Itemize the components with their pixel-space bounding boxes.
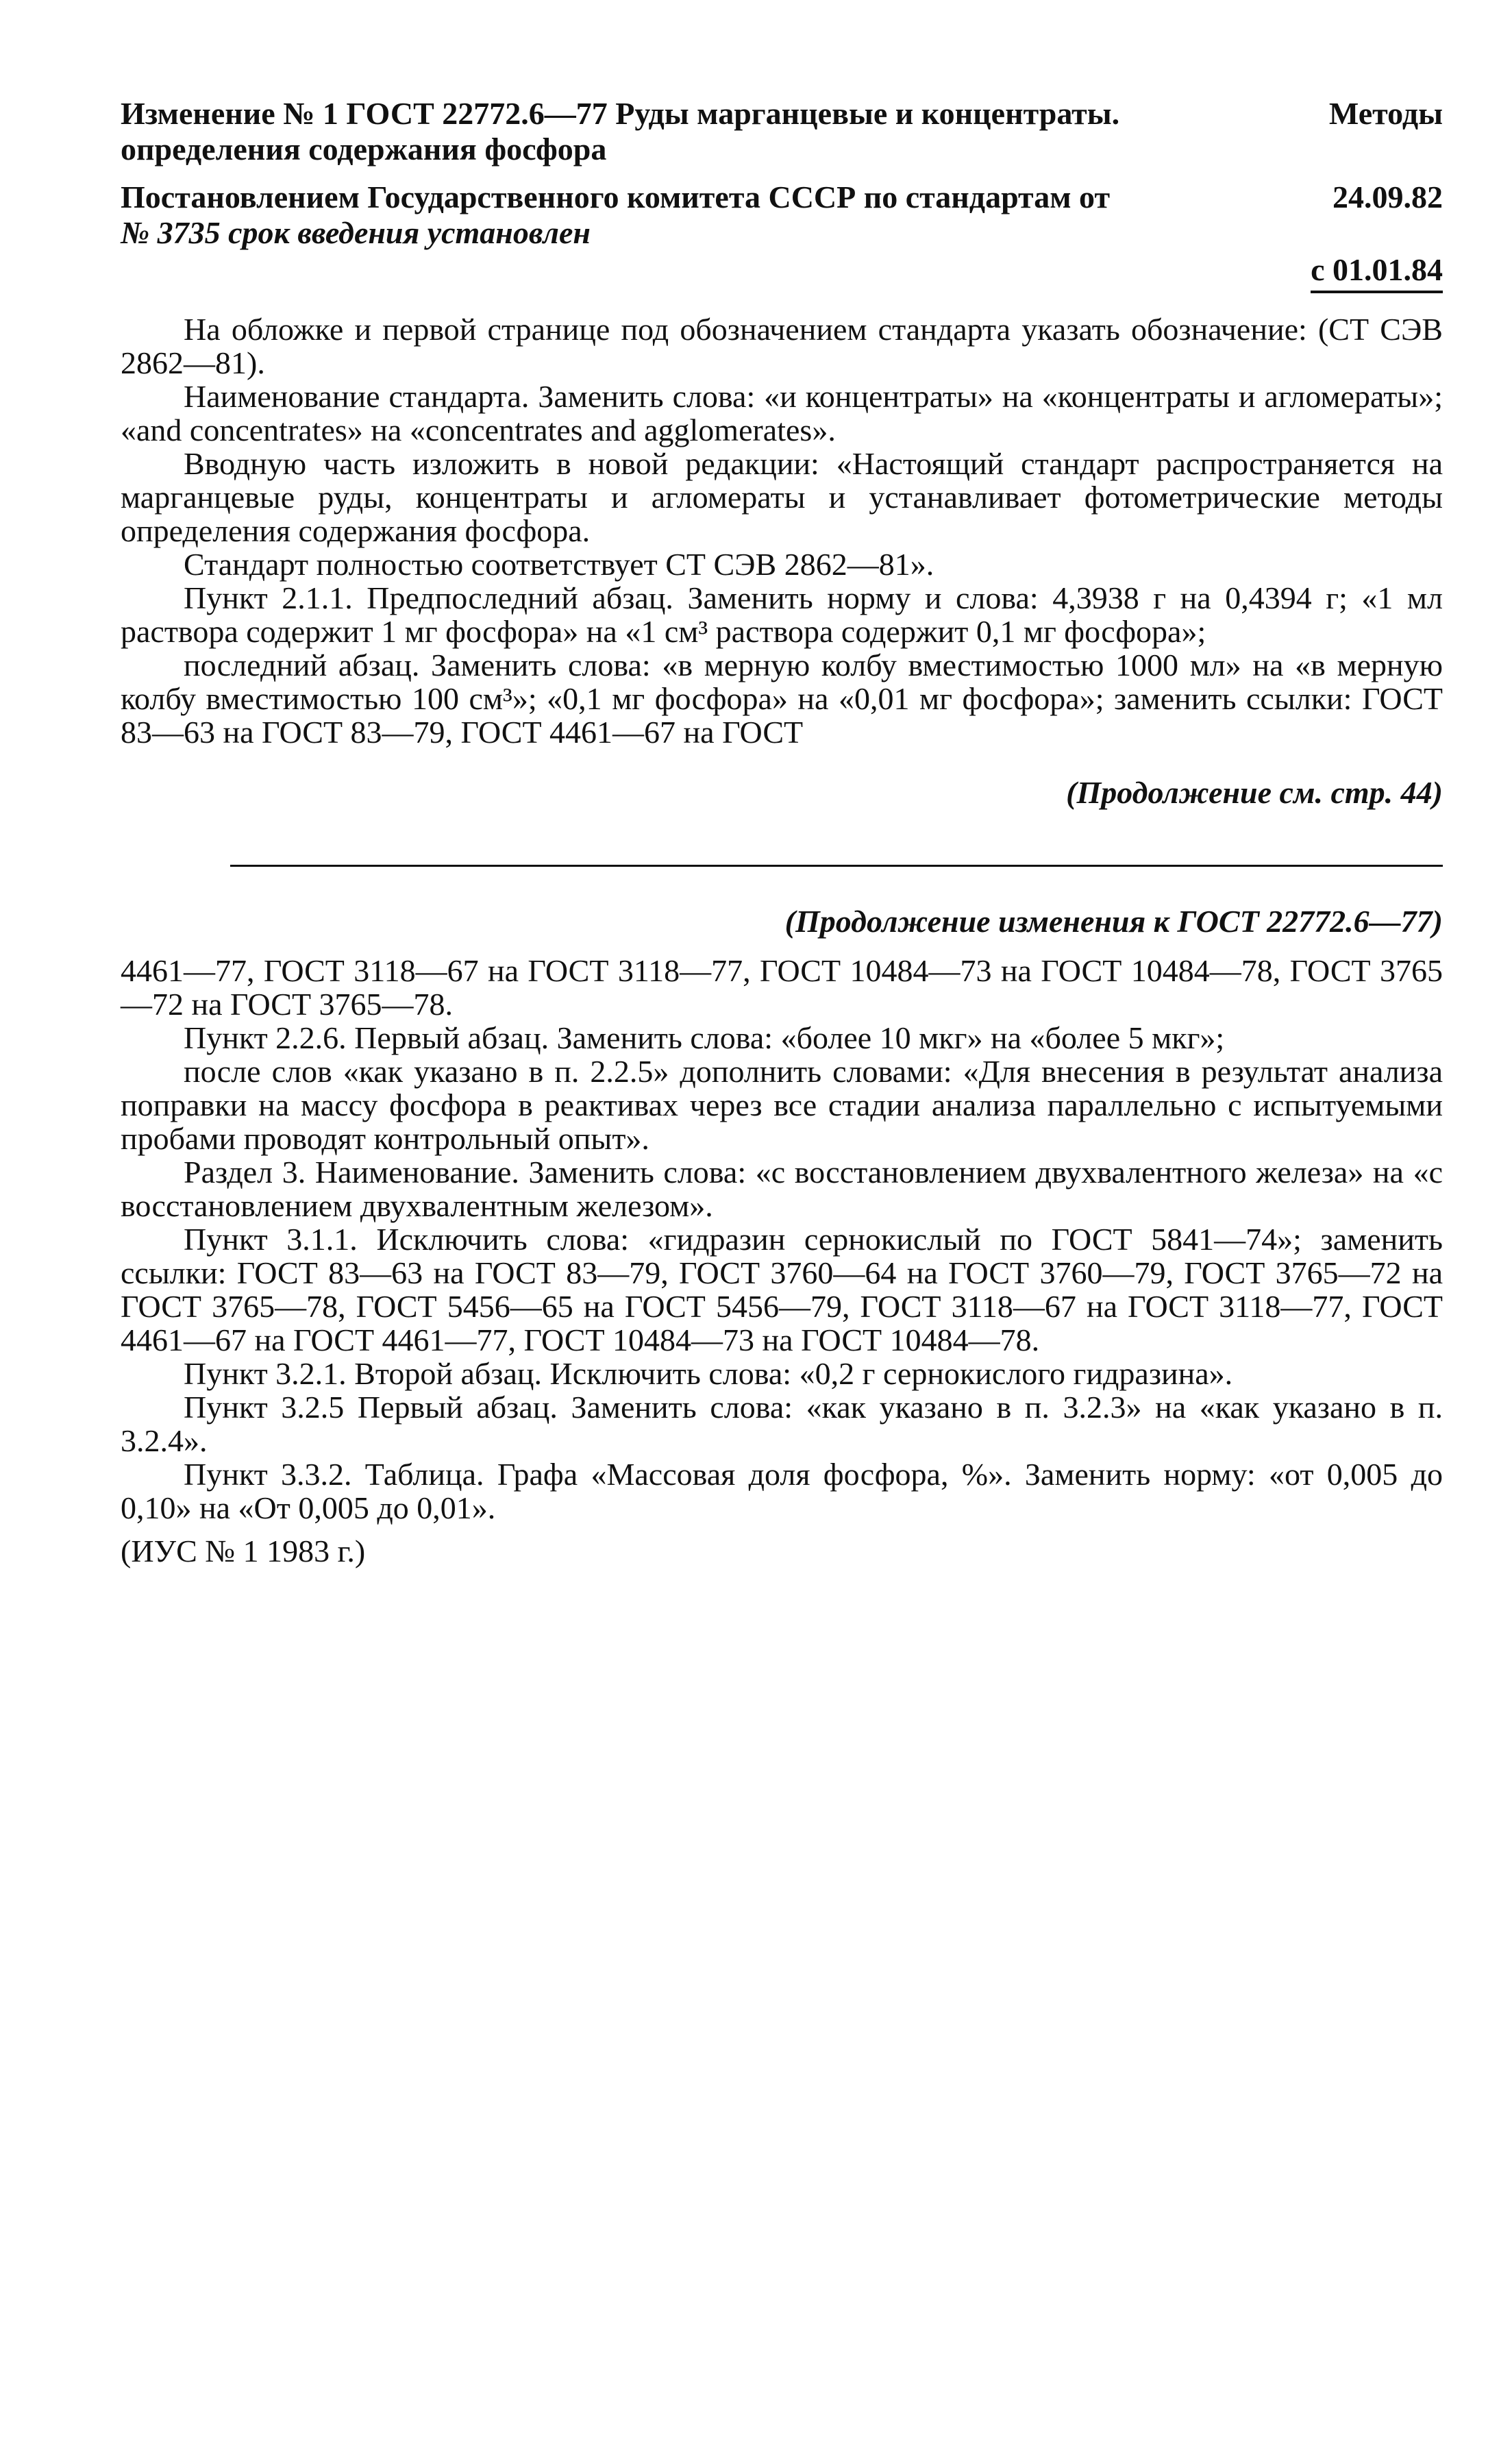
decree-date: 24.09.82 [1333, 180, 1443, 214]
paragraph: Пункт 3.3.2. Таблица. Графа «Массовая доля фосфора, %». Заменить норму: «от 0,005 до 0,10» на «От 0,005 до 0,01». [121, 1457, 1443, 1525]
amendment-title [121, 96, 1443, 167]
decree-info [121, 180, 1443, 293]
paragraph: последний абзац. Заменить слова: «в мерную колбу вместимостью 1000 мл» на «в мерную колбу вместимостью 100 см³»; «0,1 мг фосфора» на «0,01 мг фосфора»; заменить ссылки: ГОСТ 83—63 на ГОСТ 83—79, ГОСТ 4461—67 на ГОСТ [121, 648, 1443, 750]
paragraph: Пункт 3.1.1. Исключить слова: «гидразин сернокислый по ГОСТ 5841—74»; заменить ссылки: ГОСТ 83—63 на ГОСТ 83—79, ГОСТ 3760—64 на ГОСТ 3760—79, ГОСТ 3765—72 на ГОСТ 3765—78, ГОСТ 5456—65 на ГОСТ 5456—79, ГОСТ 3118—67 на ГОСТ 3118—77, ГОСТ 4461—67 на ГОСТ 4461—77, ГОСТ 10484—73 на ГОСТ 10484—78. [121, 1222, 1443, 1357]
continuation-header: (Продолжение изменения к ГОСТ 22772.6—77) [784, 904, 1443, 939]
paragraph: Раздел 3. Наименование. Заменить слова: «с восстановлением двухвалентного железа» на «с восстановлением двухвалентным железом». [121, 1155, 1443, 1223]
paragraph: после слов «как указано в п. 2.2.5» дополнить словами: «Для внесения в результат анализа поправки на массу фосфора в реактивах через все стадии анализа параллельно с испытуемыми пробами проводят контрольный опыт». [121, 1054, 1443, 1156]
title-line-2: определения содержания фосфора [121, 132, 607, 167]
paragraph: 4461—77, ГОСТ 3118—67 на ГОСТ 3118—77, ГОСТ 10484—73 на ГОСТ 10484—78, ГОСТ 3765—72 на ГОСТ 3765—78. [121, 953, 1443, 1022]
page-divider [230, 865, 1443, 867]
amendment-body-part-2 [121, 954, 1443, 1568]
effective-date: с 01.01.84 [1311, 252, 1443, 293]
decree-line-1: Постановлением Государственного комитета СССР по стандартам от [121, 180, 1111, 214]
paragraph: Наименование стандарта. Заменить слова: «и концентраты» на «концентраты и агломераты»; «and concentrates» на «concentrates and agglomerates». [121, 379, 1443, 447]
paragraph: На обложке и первой странице под обозначением стандарта указать обозначение: (СТ СЭВ 2862—81). [121, 312, 1443, 380]
paragraph: Вводную часть изложить в новой редакции: «Настоящий стандарт распространяется на марганцевые руды, концентраты и агломераты и устанавливает фотометрические методы определения содержания фосфора. [121, 446, 1443, 548]
title-line-1: Изменение № 1 ГОСТ 22772.6—77 Руды марганцевые и концентраты. [121, 96, 1120, 131]
amendment-body-part-1 [121, 312, 1443, 749]
continued-note: (Продолжение см. стр. 44) [1066, 775, 1443, 810]
paragraph: Пункт 3.2.5 Первый абзац. Заменить слова: «как указано в п. 3.2.3» на «как указано в п. 3.2.4». [121, 1390, 1443, 1458]
decree-line-2: № 3735 срок введения установлен [121, 215, 591, 250]
title-line-1-end: Методы [1328, 96, 1443, 131]
source-reference: (ИУС № 1 1983 г.) [121, 1534, 366, 1568]
paragraph: Пункт 3.2.1. Второй абзац. Исключить слова: «0,2 г сернокислого гидразина». [184, 1356, 1233, 1391]
paragraph: Пункт 2.1.1. Предпоследний абзац. Заменить норму и слова: 4,3938 г на 0,4394 г; «1 мл раствора содержит 1 мг фосфора» на «1 см³ раствора содержит 0,1 мг фосфора»; [121, 580, 1443, 649]
paragraph: Стандарт полностью соответствует СТ СЭВ 2862—81». [184, 547, 934, 582]
paragraph: Пункт 2.2.6. Первый абзац. Заменить слова: «более 10 мкг» на «более 5 мкг»; [184, 1020, 1225, 1055]
